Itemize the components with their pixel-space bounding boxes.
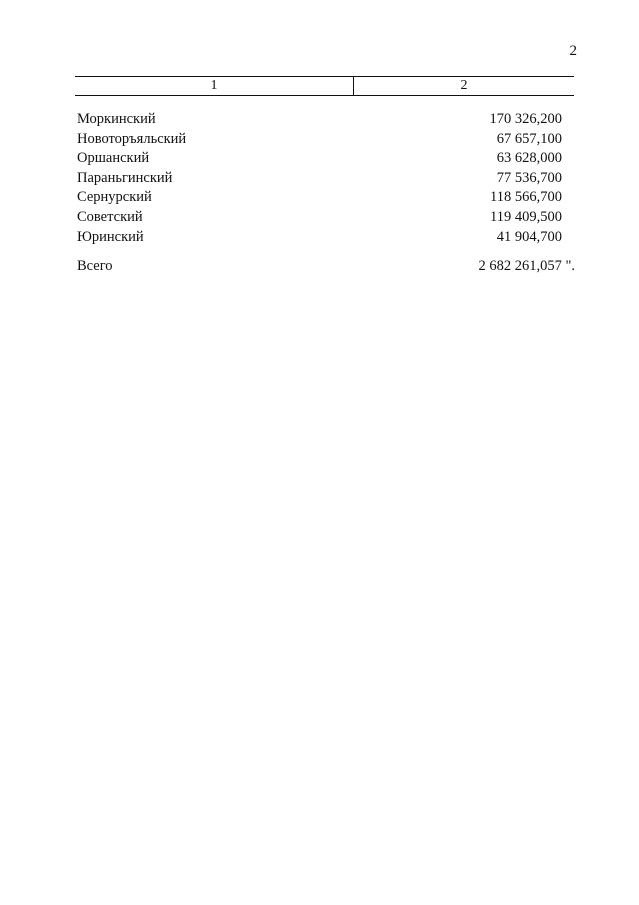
table-row bbox=[77, 228, 562, 248]
district-list bbox=[77, 110, 562, 247]
district-name: Сернурский bbox=[77, 189, 152, 206]
district-value: 77 536,700 bbox=[496, 169, 562, 186]
district-value: 170 326,200 bbox=[489, 111, 562, 127]
page-number: 2 bbox=[569, 43, 577, 59]
table-row bbox=[77, 149, 562, 169]
district-value: 119 409,500 bbox=[490, 208, 562, 225]
district-name: Советский bbox=[77, 208, 143, 225]
total-label: Всего bbox=[77, 258, 113, 274]
district-value: 63 628,000 bbox=[496, 150, 562, 167]
total-row bbox=[77, 257, 575, 277]
district-name: Юринский bbox=[77, 228, 144, 245]
district-name: Моркинский bbox=[77, 111, 156, 127]
table-row bbox=[77, 169, 562, 189]
table-header bbox=[75, 76, 574, 96]
header-column-2: 2 bbox=[460, 78, 468, 93]
district-value: 67 657,100 bbox=[496, 130, 562, 147]
district-name: Параньгинский bbox=[77, 169, 173, 186]
table-row bbox=[77, 208, 562, 228]
district-name: Оршанский bbox=[77, 150, 150, 167]
table-row bbox=[77, 188, 562, 208]
table-row bbox=[77, 110, 562, 130]
district-name: Новоторъяльский bbox=[77, 130, 187, 147]
district-value: 41 904,700 bbox=[496, 228, 562, 245]
district-value: 118 566,700 bbox=[490, 189, 562, 206]
header-column-1: 1 bbox=[75, 77, 354, 95]
total-value: 2 682 261,057 ". bbox=[478, 258, 575, 274]
table-row bbox=[77, 130, 562, 150]
